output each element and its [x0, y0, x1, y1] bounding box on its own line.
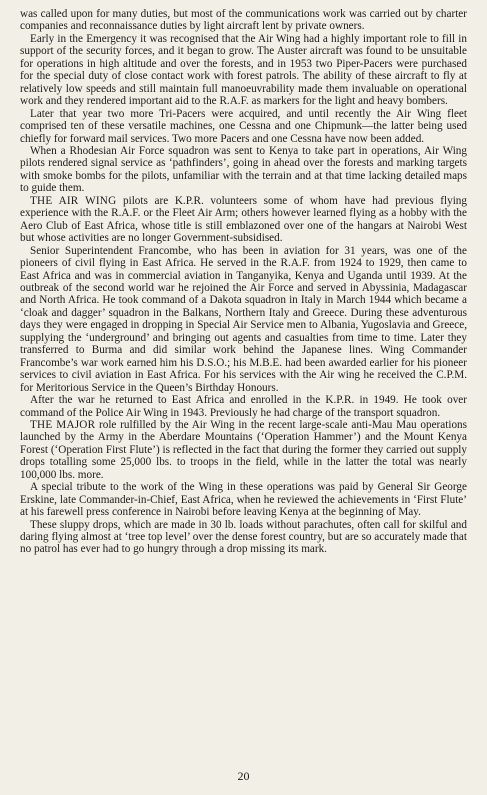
- paragraph-9: [20, 481, 467, 518]
- page-number: 20: [237, 769, 250, 783]
- paragraph-1: [20, 8, 467, 33]
- paragraph-text: After the war he returned to East Africa and enrolled in the K.P.R. in 1949. He took over command of the Police Air Wing in 1943. Previously he had charge of the transport squadron.: [20, 394, 467, 419]
- paragraph-text: pilots are K.P.R. volunteers some of whom have had previous flying experience with the R.A.F. or the Fleet Air Arm; others however learned flying as a hobby with the Aero Club of East Africa, whose title is still emblazoned over one of the hangars at Nairobi West but whose activities are no longer Government-subsidised.: [20, 194, 467, 245]
- paragraph-lead: THE AIR WING: [30, 194, 117, 207]
- paragraph-2: [20, 33, 467, 108]
- paragraph-5: [20, 195, 467, 245]
- paragraph-lead: THE MAJOR: [30, 418, 96, 431]
- paragraph-text: These sluppy drops, which are made in 30 lb. loads without parachutes, often call for skilful and daring flying almost at ‘tree top level’ over the dense forest country, but are so accurately made that no patrol has ever had to go hungry through a drop missing its mark.: [20, 518, 467, 556]
- paragraph-6: [20, 245, 467, 394]
- body-text: [20, 8, 467, 556]
- paragraph-text: Early in the Emergency it was recognised that the Air Wing had a highly important role to fill in support of the security forces, and it began to grow. The Auster aircraft was found to be unsuitable for operations in high altitude and over the forests, and in 1953 two Piper-Pacers were purchased for the special duty of close contact work with forest patrols. The ability of these aircraft to fly at relatively low speeds and still maintain full manoeuvrability made them invaluable on operational work and they rendered important aid to the R.A.F. as markers for the light and heavy bombers.: [20, 32, 467, 108]
- paragraph-text: was called upon for many duties, but most of the communications work was carried out by charter companies and reconnaissance duties by light aircraft lent by private owners.: [20, 8, 467, 33]
- paragraph-text: Later that year two more Tri-Pacers were acquired, and until recently the Air Wing fleet comprised ten of these versatile machines, one Cessna and one Chipmunk—the latter being used chiefly for forward mail services. Two more Pacers and one Cessna have now been added.: [20, 107, 467, 145]
- paragraph-text: A special tribute to the work of the Wing in these operations was paid by General Sir George Erskine, late Commander-in-Chief, East Africa, when he reviewed the achievements in ‘First Flute’ at his farewell press conference in Nairobi before leaving Kenya at the beginning of May.: [20, 481, 467, 519]
- paragraph-10: [20, 519, 467, 556]
- paragraph-4: [20, 145, 467, 195]
- paragraph-8: [20, 419, 467, 481]
- paragraph-3: [20, 108, 467, 145]
- paragraph-text: role rulfilled by the Air Wing in the recent large-scale anti-Mau Mau operations launched by the Army in the Aberdare Mountains (‘Operation Hammer’) and the Mount Kenya Forest (‘Operation First Flute’) is reflected in the fact that during the former they carried out supply drops totalling some 25,000 lbs. to troops in the field, while in the latter the total was nearly 100,000 lbs. more.: [20, 418, 467, 481]
- paragraph-text: When a Rhodesian Air Force squadron was sent to Kenya to take part in operations, Air Wing pilots rendered signal service as ‘pathfinders’, going in ahead over the forests and marking targets with smoke bombs for the pilots, unfamiliar with the terrain and at that time lacking detailed maps to guide them.: [20, 144, 467, 195]
- paragraph-7: [20, 394, 467, 419]
- paragraph-text: Senior Superintendent Francombe, who has been in aviation for 31 years, was one of the pioneers of civil flying in East Africa. He served in the R.A.F. from 1924 to 1929, then came to East Africa and was in commercial aviation in Tanganyika, Kenya and Uganda until 1939. At the outbreak of the second world war he rejoined the Air Force and served in Abyssinia, Madagascar and North Africa. He took command of a Dakota squadron in Italy in March 1944 which became a ‘cloak and dagger’ squadron in the Balkans, Northern Italy and Greece. During these adventurous days they were engaged in dropping in Special Air Service men to Albania, Yugoslavia and Greece, supplying the ‘underground’ and bringing out agents and casualties from time to time. Later they transferred to Burma and did similar work behind the Japanese lines. Wing Commander Francombe’s war work earned him his D.S.O.; his M.B.E. had been awarded earlier for his pioneer services to civil aviation in East Africa. For his services with the Air wing he received the C.P.M. for Meritorious Service in the Queen’s Birthday Honours.: [20, 244, 467, 394]
